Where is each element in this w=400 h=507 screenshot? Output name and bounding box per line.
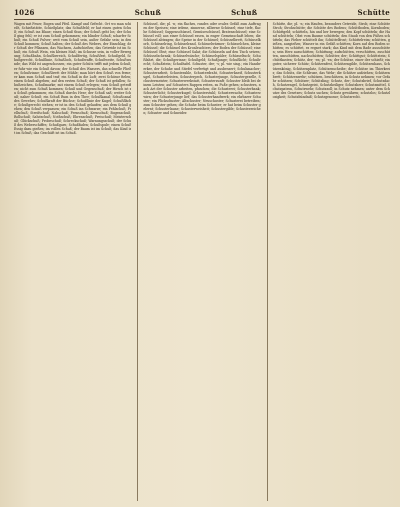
running-head-left: Schuß [134,7,162,17]
text-column-2: Schüssel, die; pl. -n; ein flaches, rundes oder ovales Gefäß zum Auftragen der Speisen; eine irdene, zinnerne, silberne Schüssel; eine tiefe, flache Schüssel; Suppenschüssel, Gemüseschüssel, Bratenschüssel; eine Schüssel voll; aus einer Schüssel essen, in enger Gemeinschaft leben; die Schüssel abtragen; die Speise in der Schüssel; Schüsselbrett, Schüsselkorb, Schüsselring, Schüsselrand, Schüsselwärmer; Schüsselchen, kleine Schüssel; die Schüssel des Kronleuchters; der Boden der Schüssel; eine Schüssel Obst; eine Schüssel Salat; die Schüsseln auf den Tisch setzen; Schüsselschrank; Schüsselwäsche; Schüsselspüler; Schüsseltuch; Schußfahrt, die; Schußgerinne; Schußgeld; Schußjunge; Schußlicht; Schußrecht; Schußstein; Schußtafel. Schuster, der; -s; pl. wie sing.; ein Handwerker, der Schuhe und Stiefel verfertigt und ausbessert; Schuhmacher; Schusterarbeit, Schusterahle, Schusterdraht, Schusterkneif, Schusterkugel, Schusterleisten, Schusterpech, Schusterjunge, Schustergeselle, Schustermeister, Schusterwerkstatt, Schusterzunft; Schuster bleib bei deinem Leisten; auf Schusters Rappen reiten, zu Fuße gehen; schustern, nach Art der Schuster arbeiten, pfuschen; die Schusterei; Schusterbank; Schusterlicht; Schusterkugel; Schusterstuhl; Schusterwachs; Schusterzwirn; der Schusterjunge lief; das Schusterhandwerk; ein ehrbarer Schuster; ein Flickschuster; Altschuster; Neuschuster; Schusterei betreiben; zum Schuster gehen; die Schuhe beim Schuster; er hat beim Schuster gelernt; Schusterlaune; Schusterweisheit; Schustergilde; Schusterzeichen; Schuster und Schneider. [137,22,260,501]
text-column-1: Wagen mit Feuer, Bogen und Pfeil. Kampf und Gefecht. Ort wo man schießt, Schießstätte, Schießplatz; das Schußfeld; er hat einen guten Schuß; ein Schuß ins Blaue; einen Schuß thun; der Schuß geht los; der Schuß ging fehl; er ist zum Schuß gekommen; ein blinder Schuß; scharfer Schuß; ein Schuß Pulver; weit vom Schuß sein, außer Gefahr sein; in den Schuß kommen; Schuß halten; der Schuß des Webers, der Einschlag; der Schuß der Pflanzen, das Wachsen, Aufschießen; das Getreide ist im Schuß; ein Schuß Wein, ein kleines Maß; im Schusse sein, in voller Bewegung; Schußbahn, Schußbereich, Schußfertig, Schußfest, Schußgeld, Schußgerecht, Schußlinie, Schußloch, Schußwaffe, Schußweite, Schußwunde; das Wild ist angeschossen; ein guter Schütz trifft mit jedem Schuß; er fuhr wie ein Schuß davon; der Schuß des Wassers, das schnelle Fließen; Schußrinne; Schußbrett der Mühle; man hört den Schuß von ferne; er kam zum Schuß und traf; ein Schuß in die Luft; zwei Schüsse fielen; einen Schuß abgeben; auf den ersten Schuß; der Schuß ist gefallen; Schußzeichen, Schußmarke; mit einem Schuß erlegen; vom Schuß getroffen; nicht zum Schuß kommen; Schuß und Gegenschuß; der Hirsch ist zu Schuß gekommen; ein Schuß durchs Herz; der Schuß saß; weiter Schuß; naher Schuß; ein Schuß Rum in den Thee; Schußkanal; Schußcanal des Gewehrs; Schußkraft der Büchse; Schußlinie der Kugel; Schußfläche; Schußgerecht stehen; er ist in den Schuß gelaufen; aus dem Schuß gehen; den Schuß verpassen; ein Schuß ins Schwarze; ein Fehlschuß; Prellschuß; Streifschuß; Nahschuß; Fernschuß; Kernschuß; Bogenschuß; Rollschuß; Salutschuß; Nothschuß; Ehrenschuß; Freischuß; Meisterschuß; Glückschuß; Probeschuß; Schreckschuß; Warnungsschuß; der Schuß des Weberschiffes; Schußgarn; Schußfaden; Schußspule; einen Schuß Essig dazu gießen; im vollen Schuß; der Baum ist im Schuß; das Kind ist im Schuß; das Geschäft ist im Schuß. [14,22,132,136]
header-rule [14,19,390,20]
text-columns [14,22,390,501]
page-header [14,6,390,18]
running-head-right: Schütte [357,7,390,17]
running-head-center: Schuß [231,7,258,17]
text-column-3: Schütte, die; pl. -n; ein Haufen, besonders Getreide, Stroh; eine Schütte Stroh; Strohschütte; die Schütte des Bodens; Schüttboden, Kornboden; Schüttgeld; schütteln, hin und her bewegen; den Kopf schütteln; die Hand schütteln; Obst vom Baume schütteln; den Staub von den Füßen schütteln; das Fieber schüttelt ihn; Schüttelfrost; Schüttelreim; schütten, gießen, ausgießen; Wasser in ein Gefäß schütten; Korn auf den Boden schütten; es schüttet, es regnet stark; das Kind mit dem Bade ausschütten; sein Herz ausschütten; Schüttung; aufschütten, verschütten, zuschütten, umschütten, nachschütten; Schütter, der; Schüttgut; Schüttstein; Schüttkasten; Schütz, der; -en; pl. -en; der Schütze, einer der schießt; ein guter, sicherer Schütz; Schützenfest, Schützengilde, Schützenhaus, Schützenkönig, Schützenplatz, Schützenscheibe; der Schütze im Thierkreis; das Schütz, die Schleuse, das Wehr; die Schütze aufziehen; Schützenbrett; Schützenwehr; schützen, beschützen, in Schutz nehmen; vor Gefahr schützen; Schützer; Schützling; Schutz, der; Schutzbrief, Schutzdach, Schutzengel, Schutzgeist, Schutzheiliger, Schutzherr, Schutzmittel, Schutzpatron, Schutzwehr, Schutzzoll; in Schutz nehmen; unter dem Schutze des Gesetzes; Schutz suchen; Schutz gewähren; schutzlos; Schutzlosigkeit; Schutzbündniß; Schutzgenosse; Schutzrecht. [267,22,390,501]
page-number: 1026 [14,7,35,17]
